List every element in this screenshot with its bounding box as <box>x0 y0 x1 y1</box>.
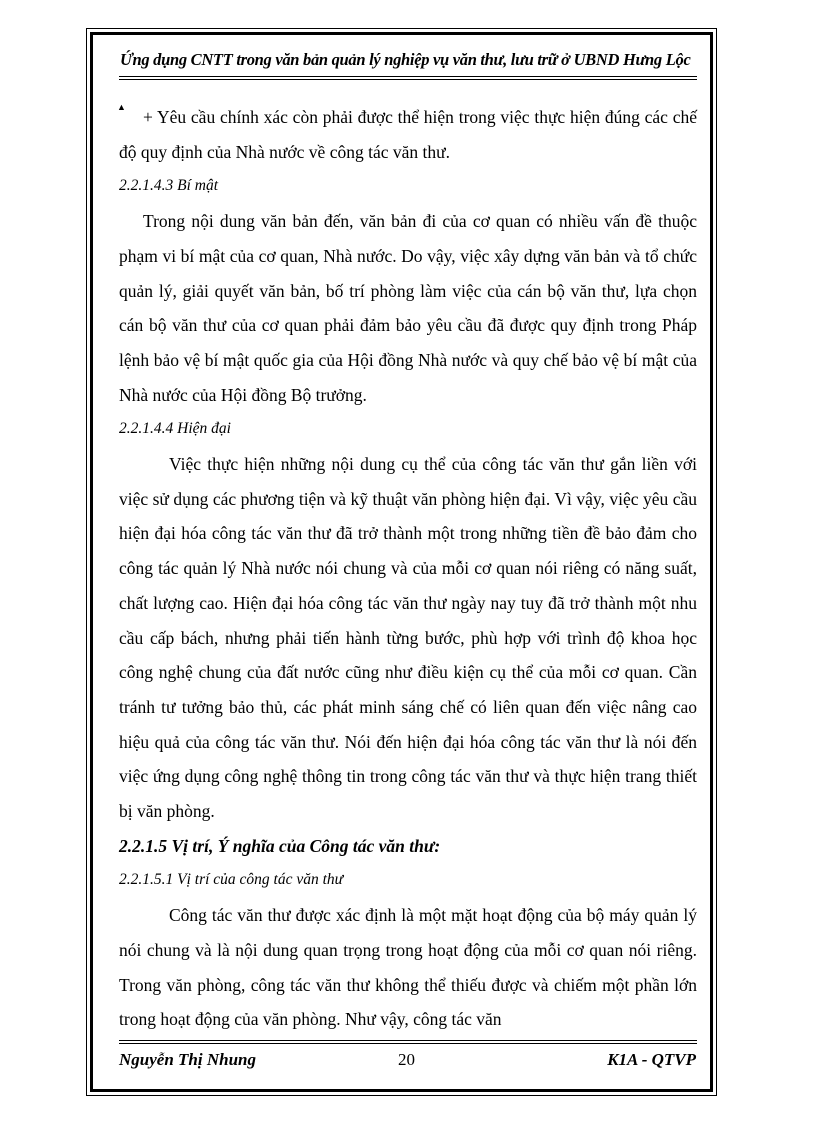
footer-author: Nguyễn Thị Nhung <box>119 1050 256 1069</box>
section-heading: 2.2.1.5 Vị trí, Ý nghĩa của Công tác văn thư: <box>119 835 441 856</box>
footer-class-code: K1A - QTVP <box>607 1050 696 1069</box>
body-paragraph: Việc thực hiện những nội dung cụ thể của công tác văn thư gắn liền với việc sử dụng các phương tiện và kỹ thuật văn phòng hiện đại. Vì vậy, việc yêu cầu hiện đại hóa công tác văn thư đã trở thành một trong những tiền đề bảo đảm cho công tác quản lý Nhà nước nói chung và của mỗi cơ quan nói riêng có năng suất, chất lượng cao. Hiện đại hóa công tác văn thư ngày nay tuy đã trở thành một nhu cầu cấp bách, nhưng phải tiến hành từng bước, phù hợp với trình độ khoa học công nghệ chung của đất nước cũng như điều kiện cụ thể của mỗi cơ quan. Cần tránh tư tưởng bảo thủ, các phát minh sáng chế có liên quan đến việc nâng cao hiệu quả của công tác văn thư. Nói đến hiện đại hóa công tác văn thư là nói đến việc ứng dụng công nghệ thông tin trong công tác văn thư và thực hiện trang thiết bị văn phòng. <box>119 454 697 822</box>
body-paragraph: Trong nội dung văn bản đến, văn bản đi của cơ quan có nhiều vấn đề thuộc phạm vi bí mật của cơ quan, Nhà nước. Do vậy, việc xây dựng văn bản và tổ chức quản lý, giải quyết văn bản, bố trí phòng làm việc của cán bộ văn thư, lựa chọn cán bộ văn thư của cơ quan phải đảm bảo yêu cầu đã được quy định trong Pháp lệnh bảo vệ bí mật quốc gia của Hội đồng Nhà nước và quy chế bảo vệ bí mật của Nhà nước của Hội đồng Bộ trưởng. <box>119 211 697 405</box>
body-paragraph: Công tác văn thư được xác định là một mặt hoạt động của bộ máy quản lý nói chung và là nội dung quan trọng trong hoạt động của mỗi cơ quan nói riêng. Trong văn phòng, công tác văn thư không thể thiếu được và chiếm một phần lớn trong hoạt động của văn phòng. Như vậy, công tác văn <box>119 905 697 1030</box>
paragraph-anchor-icon: ▲ <box>117 102 126 112</box>
header-rule <box>119 76 697 77</box>
page-body <box>119 100 697 1037</box>
page-number: 20 <box>398 1050 415 1069</box>
running-header: Ứng dụng CNTT trong văn bản quản lý nghiệp vụ văn thư, lưu trữ ở UBND Hưng Lộc <box>120 50 691 69</box>
subsection-heading: 2.2.1.5.1 Vị trí của công tác văn thư <box>119 871 344 889</box>
footer-rule-second <box>119 1043 697 1044</box>
subsection-heading: 2.2.1.4.4 Hiện đại <box>119 420 231 438</box>
body-paragraph: + Yêu cầu chính xác còn phải được thể hiện trong việc thực hiện đúng các chế độ quy định của Nhà nước về công tác văn thư. <box>119 107 697 162</box>
subsection-heading: 2.2.1.4.3 Bí mật <box>119 177 219 195</box>
footer-rule <box>119 1040 697 1041</box>
header-rule-second <box>119 79 697 80</box>
